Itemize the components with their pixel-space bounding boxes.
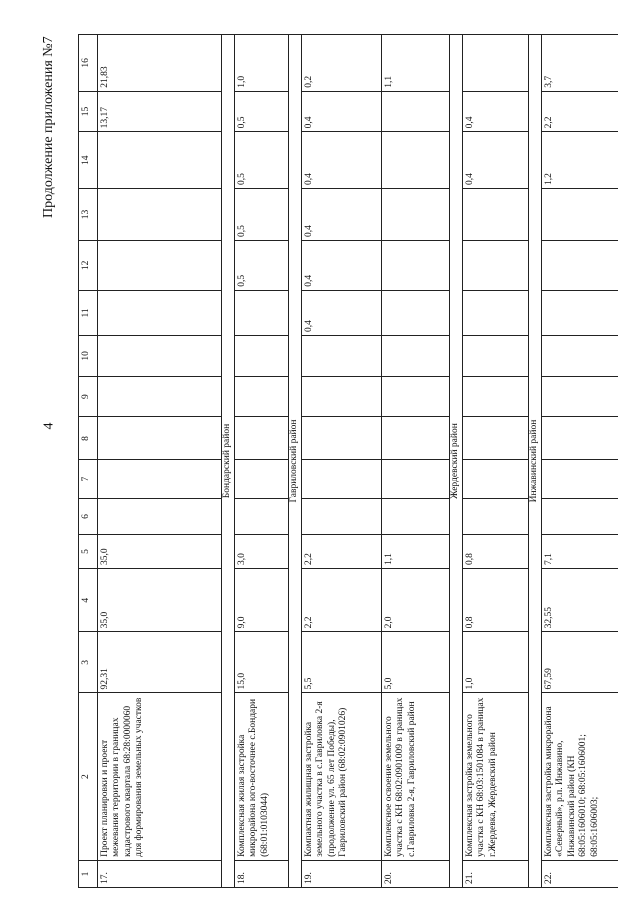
table-cell: 0,2 — [302, 35, 382, 92]
column-header: 9 — [79, 376, 98, 417]
table-cell — [463, 376, 529, 417]
table-cell: 0,4 — [302, 241, 382, 291]
table-cell — [382, 376, 450, 417]
table-row — [382, 35, 450, 888]
table-cell: Компактная жилищная застройка земельного участка в с.Гавриловка 2-я (продолжение ул. 65 лет Победы), Гавриловский район (68:02:0901026) — [302, 693, 382, 860]
section-row — [529, 35, 542, 888]
table-cell: 0,4 — [302, 132, 382, 189]
table-cell: 1,1 — [382, 35, 450, 92]
table-cell: 0,8 — [463, 569, 529, 632]
table-cell: 0,5 — [235, 91, 289, 132]
table-cell: 0,5 — [235, 132, 289, 189]
table-row — [463, 35, 529, 888]
section-label: Жердевский район — [450, 35, 463, 888]
section-row — [222, 35, 235, 888]
table-cell: 0,4 — [302, 188, 382, 240]
table-cell: 1,0 — [463, 632, 529, 693]
table-cell — [235, 460, 289, 498]
table-cell — [542, 498, 619, 534]
column-header: 10 — [79, 336, 98, 377]
table-cell — [235, 417, 289, 460]
table-cell — [98, 241, 222, 291]
table-cell — [542, 417, 619, 460]
table-cell: 0,5 — [235, 241, 289, 291]
header-row — [79, 35, 98, 888]
table-cell: 35,0 — [98, 535, 222, 569]
table-cell — [98, 417, 222, 460]
column-header: 14 — [79, 132, 98, 189]
table-cell — [235, 498, 289, 534]
table-cell — [382, 241, 450, 291]
table-row — [542, 35, 619, 888]
data-table — [78, 34, 618, 888]
table-cell — [98, 376, 222, 417]
section-row — [289, 35, 302, 888]
table-row — [302, 35, 382, 888]
table-cell: 0,8 — [463, 535, 529, 569]
table-cell — [463, 498, 529, 534]
column-header: 2 — [79, 693, 98, 860]
table-cell — [302, 460, 382, 498]
column-header: 7 — [79, 460, 98, 498]
table-cell: 0,4 — [463, 91, 529, 132]
table-cell — [235, 376, 289, 417]
table-cell: 19. — [302, 860, 382, 887]
table-cell: Проект планировки и проект межевания территории в границах кадастрового квартала 68:28:0000060 для формирования земельных участков — [98, 693, 222, 860]
table-cell — [382, 498, 450, 534]
table-cell: 2,2 — [302, 535, 382, 569]
table-cell: 15,0 — [235, 632, 289, 693]
table-cell: 18. — [235, 860, 289, 887]
table-cell: 0,5 — [235, 188, 289, 240]
table-cell — [463, 336, 529, 377]
column-header: 4 — [79, 569, 98, 632]
table-cell — [542, 188, 619, 240]
section-label: Гавриловский район — [289, 35, 302, 888]
table-cell: 21,83 — [98, 35, 222, 92]
table-cell: 5,0 — [382, 632, 450, 693]
table-row — [98, 35, 222, 888]
table-body — [98, 35, 619, 888]
table-cell — [382, 290, 450, 335]
table-cell — [235, 290, 289, 335]
table-cell: Комплексное освоение земельного участка с КН 68:02:0901009 в границах с.Гавриловка 2-я, Гавриловский район — [382, 693, 450, 860]
table-cell — [463, 35, 529, 92]
table-cell: Комплексная застройка микрорайона «Северный», р.п. Инжавино, Инжавинский район (КН 68:05:1606010; 68:05:1606001; 68:05:1606003; — [542, 693, 619, 860]
table-cell: Комплексная жилая застройка микрорайона юго-восточнее с.Бондари (68:01:0103044) — [235, 693, 289, 860]
table-cell — [98, 290, 222, 335]
table-cell: 22. — [542, 860, 619, 887]
column-header: 16 — [79, 35, 98, 92]
table-cell: 1,2 — [542, 132, 619, 189]
table-cell: 0,4 — [302, 91, 382, 132]
section-row — [450, 35, 463, 888]
table-cell — [302, 417, 382, 460]
table-cell — [463, 290, 529, 335]
table-cell: 3,0 — [235, 535, 289, 569]
table-cell: 20. — [382, 860, 450, 887]
table-cell: 2,2 — [542, 91, 619, 132]
table-cell — [302, 336, 382, 377]
table-cell — [382, 417, 450, 460]
column-header: 15 — [79, 91, 98, 132]
table-cell — [98, 336, 222, 377]
section-label: Инжавинский район — [529, 35, 542, 888]
table-cell: 67,59 — [542, 632, 619, 693]
table-cell: 1,1 — [382, 535, 450, 569]
table-cell: 0,4 — [302, 290, 382, 335]
table-cell: Комплексная застройка земельного участка с КН 68:03:1501084 в границах г.Жердевка, Жердевский район — [463, 693, 529, 860]
table-cell: 9,0 — [235, 569, 289, 632]
column-header: 11 — [79, 290, 98, 335]
table-cell — [542, 336, 619, 377]
table-cell: 3,7 — [542, 35, 619, 92]
section-label: Бондарский район — [222, 35, 235, 888]
column-header: 1 — [79, 860, 98, 887]
table-cell: 35,0 — [98, 569, 222, 632]
table-cell — [542, 290, 619, 335]
table-cell — [382, 188, 450, 240]
table-cell — [463, 460, 529, 498]
table-cell: 13,17 — [98, 91, 222, 132]
table-cell: 2,0 — [382, 569, 450, 632]
column-header: 13 — [79, 188, 98, 240]
table-cell — [382, 132, 450, 189]
table-cell — [463, 417, 529, 460]
table-cell: 0,4 — [463, 132, 529, 189]
table-cell: 92,31 — [98, 632, 222, 693]
table-cell — [463, 188, 529, 240]
table-cell — [98, 188, 222, 240]
table-cell — [382, 460, 450, 498]
table-cell — [302, 498, 382, 534]
table-cell — [542, 376, 619, 417]
table-cell — [302, 376, 382, 417]
table-cell — [98, 498, 222, 534]
table-cell — [463, 241, 529, 291]
table-cell — [98, 460, 222, 498]
column-header: 12 — [79, 241, 98, 291]
appendix-title: Продолжение приложения №7 — [41, 36, 56, 218]
page-number: 4 — [41, 422, 57, 430]
table-cell: 17. — [98, 860, 222, 887]
table-cell — [542, 241, 619, 291]
table-cell: 32,55 — [542, 569, 619, 632]
table-cell: 1,0 — [235, 35, 289, 92]
table-cell — [542, 460, 619, 498]
table-cell: 2,2 — [302, 569, 382, 632]
column-header: 3 — [79, 632, 98, 693]
table-cell: 5,5 — [302, 632, 382, 693]
table-cell — [235, 336, 289, 377]
column-header: 6 — [79, 498, 98, 534]
table-row — [235, 35, 289, 888]
table-cell — [98, 132, 222, 189]
table-cell — [382, 91, 450, 132]
column-header: 8 — [79, 417, 98, 460]
column-header: 5 — [79, 535, 98, 569]
table-cell: 21. — [463, 860, 529, 887]
table-cell — [382, 336, 450, 377]
rotated-table-container — [78, 34, 618, 888]
table-cell: 7,1 — [542, 535, 619, 569]
